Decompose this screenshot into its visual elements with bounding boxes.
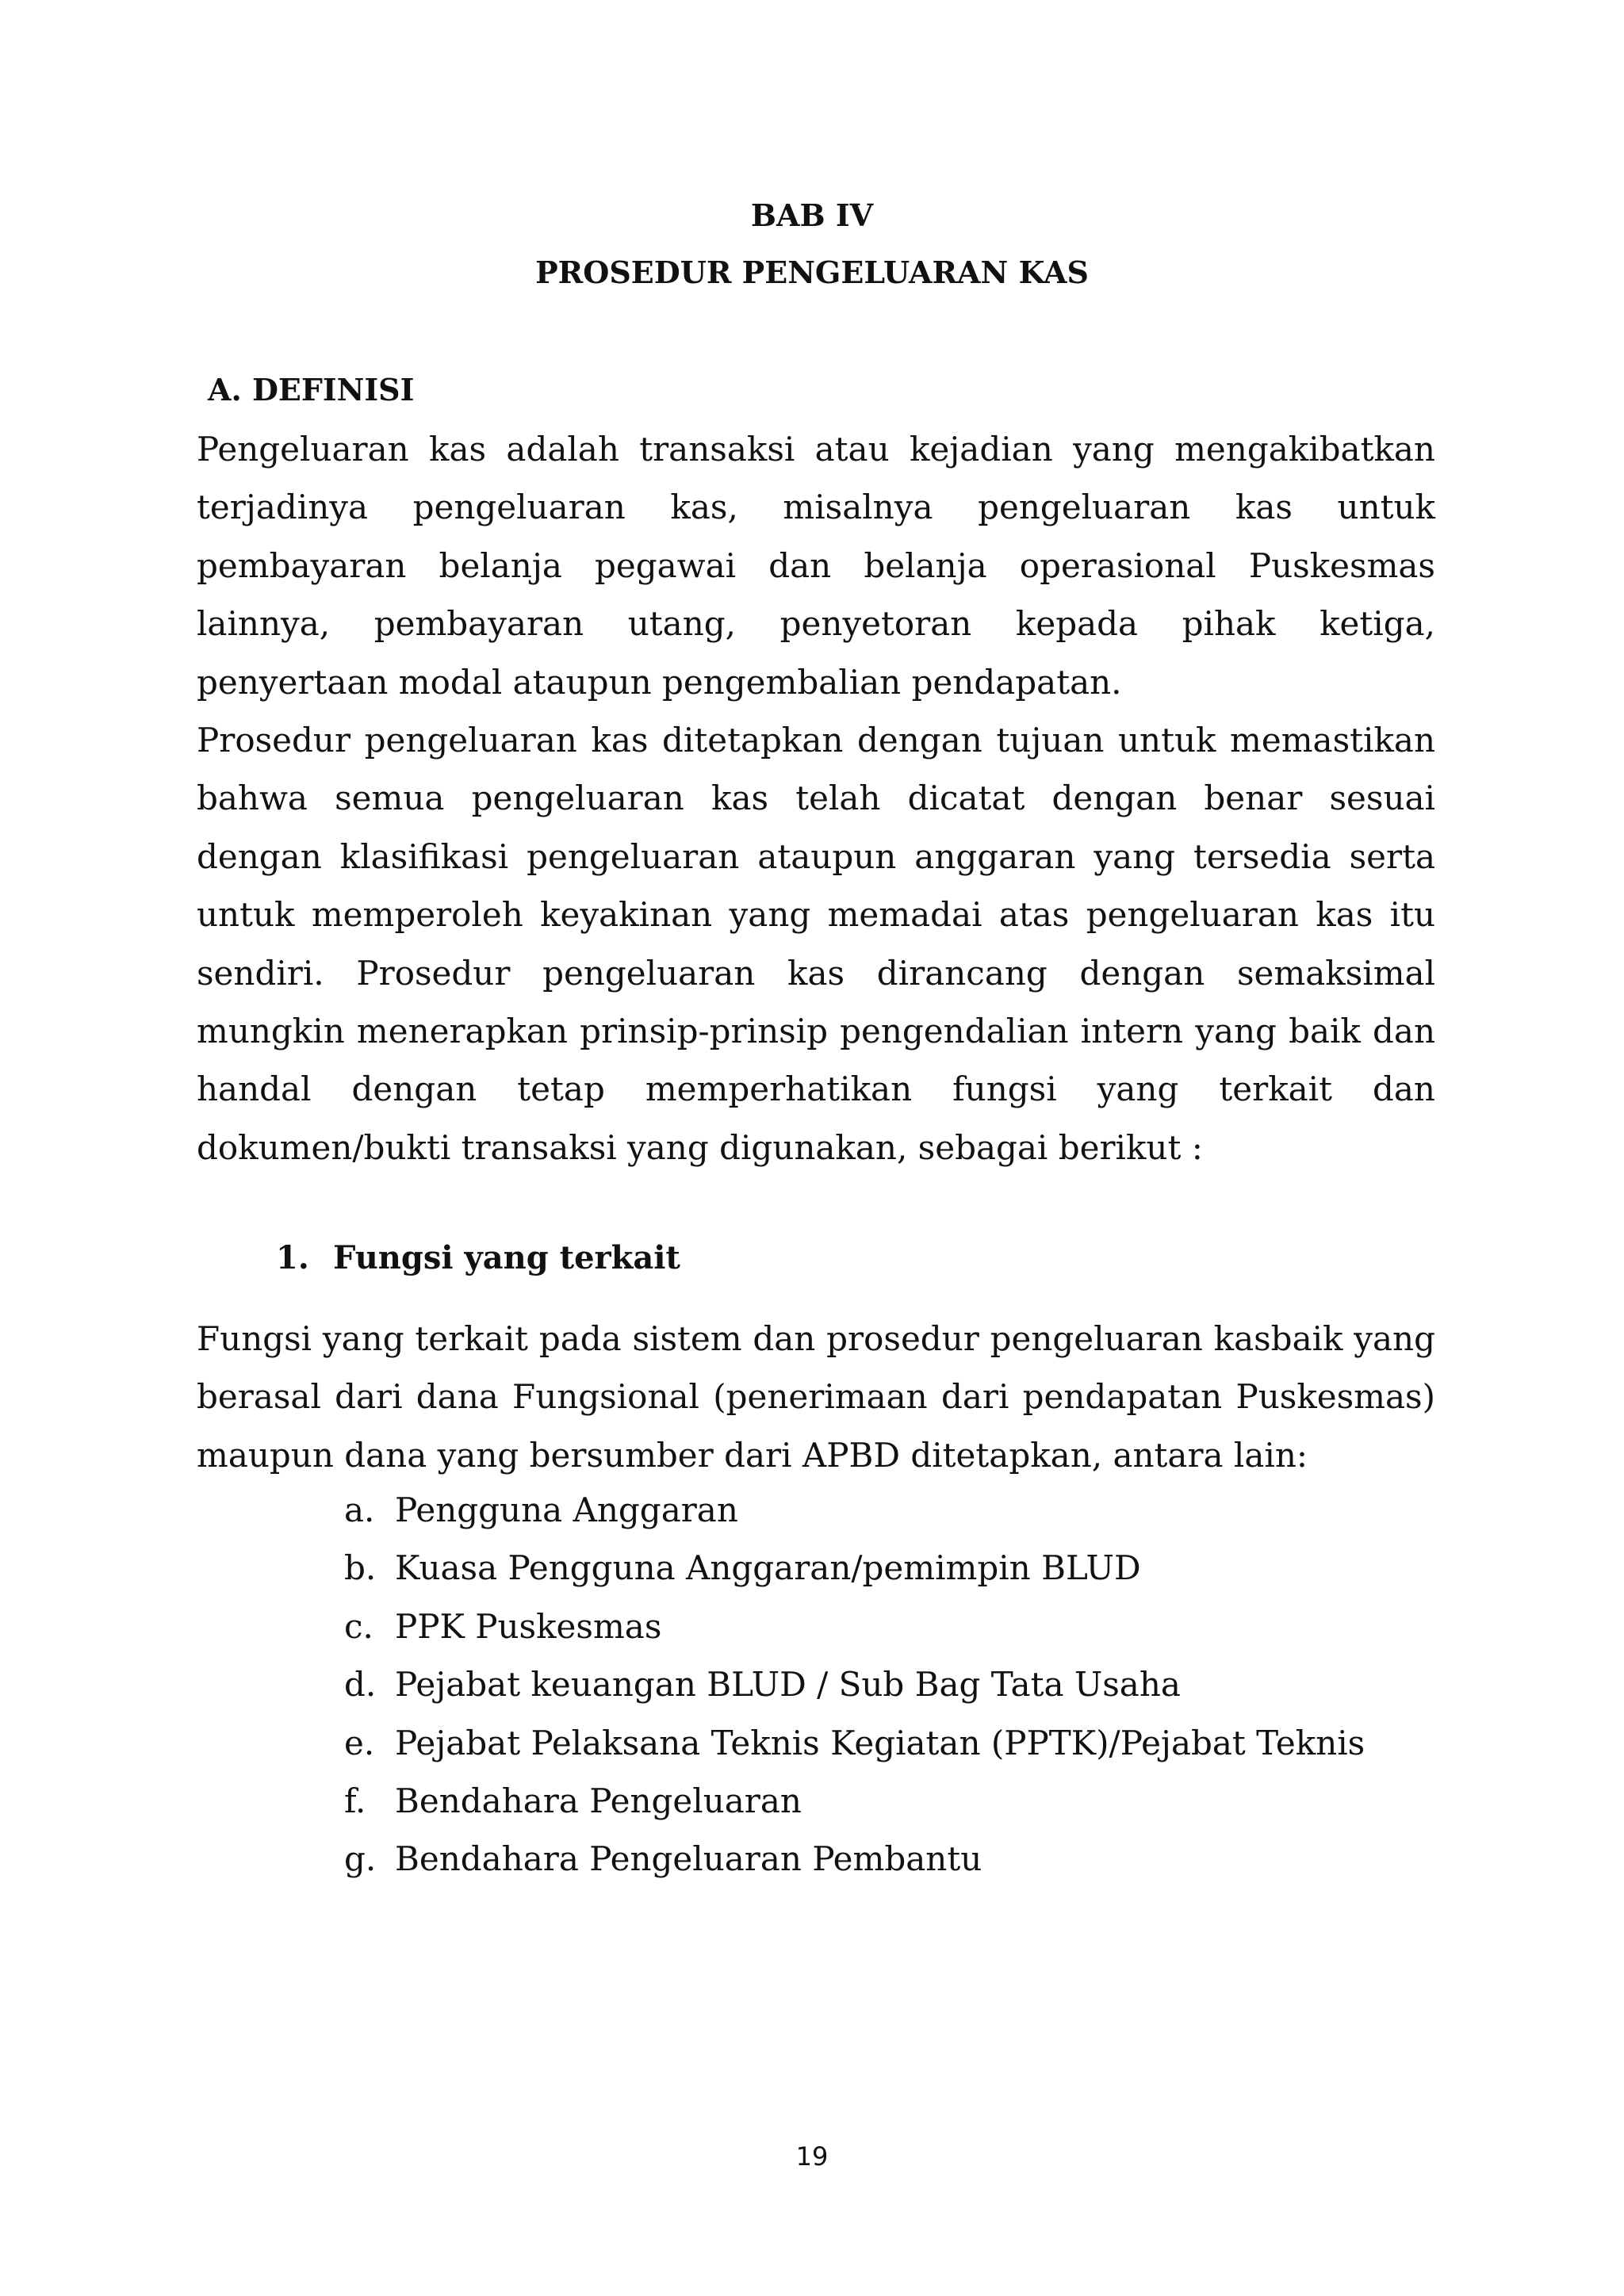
list-item-text: Kuasa Pengguna Anggaran/pemimpin BLUD — [395, 1548, 1141, 1588]
list-item — [344, 1772, 1365, 1830]
list-marker: f. — [344, 1781, 366, 1820]
subsection-number: 1. — [276, 1239, 309, 1276]
list-item — [344, 1655, 1365, 1713]
list-item-text: PPK Puskesmas — [395, 1606, 662, 1646]
list-item-text: Pengguna Anggaran — [395, 1490, 738, 1529]
list-item-text: Pejabat Pelaksana Teknis Kegiatan (PPTK)/Pejabat Teknis — [395, 1723, 1365, 1762]
list-marker: c. — [344, 1606, 373, 1646]
procedure-paragraph: Prosedur pengeluaran kas ditetapkan dengan tujuan untuk memastikan bahwa semua pengeluaran kas telah dicatat dengan benar sesuai dengan klasifikasi pengeluaran ataupun anggaran yang tersedia serta untuk memperoleh keyakinan yang memadai atas pengeluaran kas itu sendiri. Prosedur pengeluaran kas dirancang dengan semaksimal mungkin menerapkan prinsip-prinsip pengendalian intern yang baik dan handal dengan tetap memperhatikan fungsi yang terkait dan dokumen/bukti transaksi yang digunakan, sebagai berikut : — [197, 721, 1435, 1167]
list-marker: b. — [344, 1548, 377, 1588]
function-list — [344, 1481, 1365, 1888]
list-item — [344, 1481, 1365, 1539]
list-item — [344, 1598, 1365, 1655]
list-marker: a. — [344, 1490, 375, 1529]
chapter-title: PROSEDUR PENGELUARAN KAS — [535, 254, 1089, 290]
list-item-text: Bendahara Pengeluaran — [395, 1781, 802, 1820]
definition-paragraph: Pengeluaran kas adalah transaksi atau kejadian yang mengakibatkan terjadinya pengeluaran kas, misalnya pengeluaran kas untuk pembayaran belanja pegawai dan belanja operasional Puskesmas lainnya, pembayaran utang, penyetoran kepada pihak ketiga, penyertaan modal ataupun pengembalian pendapatan. — [197, 430, 1435, 702]
page-number: 19 — [795, 2141, 829, 2172]
list-item-text: Bendahara Pengeluaran Pembantu — [395, 1839, 982, 1879]
list-marker: e. — [344, 1723, 375, 1762]
subsection-intro: Fungsi yang terkait pada sistem dan prosedur pengeluaran kasbaik yang berasal dari dana Fungsional (penerimaan dari pendapatan Puskesmas) maupun dana yang bersumber dari APBD ditetapkan, antara lain: — [197, 1319, 1435, 1475]
section-title: A. DEFINISI — [208, 372, 415, 408]
list-item — [344, 1830, 1365, 1888]
list-item-text: Pejabat keuangan BLUD / Sub Bag Tata Usaha — [395, 1665, 1181, 1705]
subsection-title: Fungsi yang terkait — [333, 1239, 680, 1276]
list-item — [344, 1714, 1365, 1772]
list-marker: d. — [344, 1665, 377, 1705]
list-marker: g. — [344, 1839, 377, 1879]
chapter-heading: BAB IV — [750, 197, 874, 233]
subsection-heading — [276, 1239, 680, 1277]
list-item — [344, 1539, 1365, 1597]
